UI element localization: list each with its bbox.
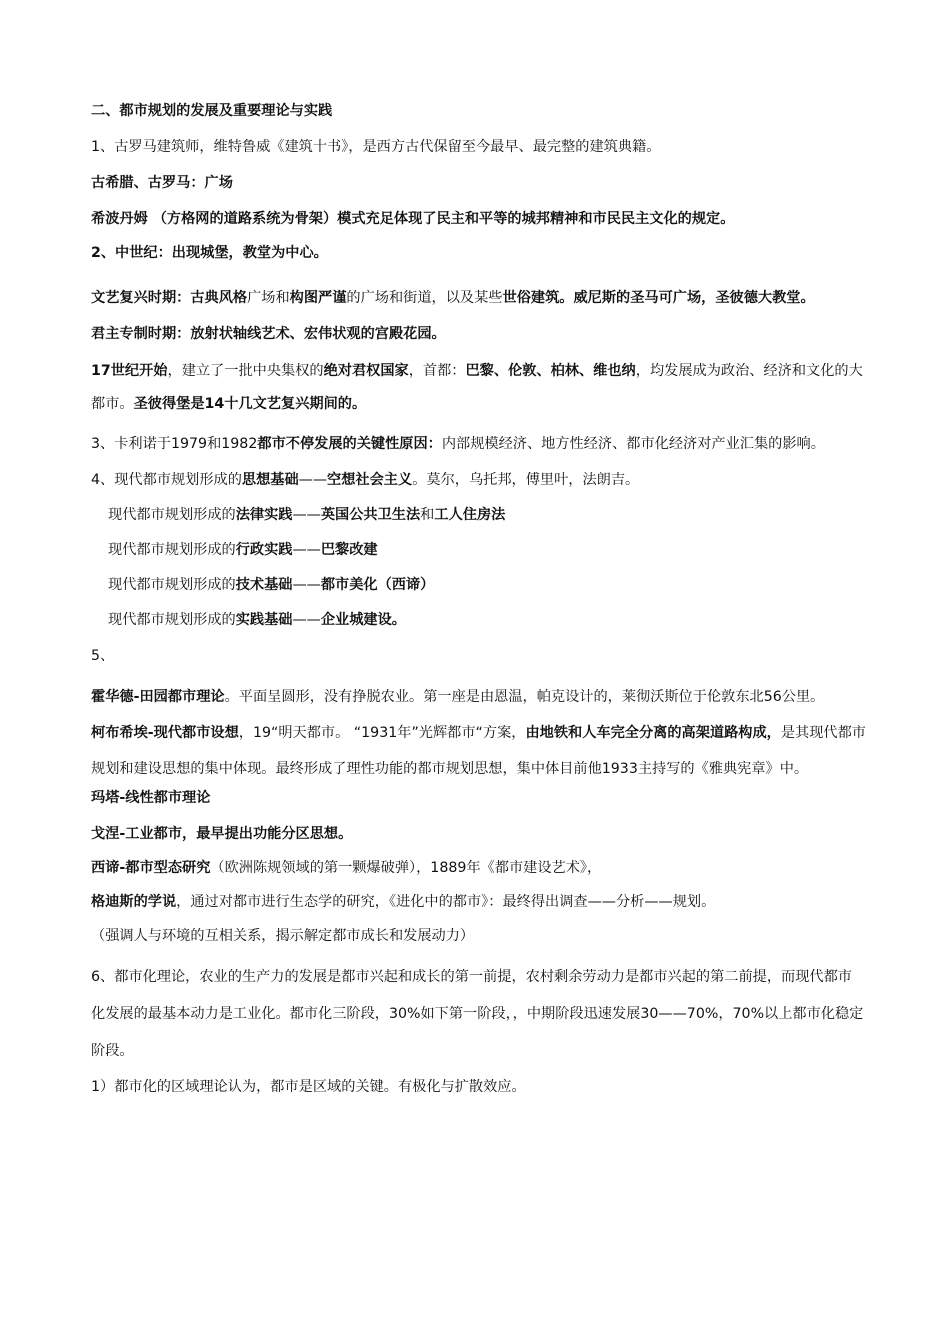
text-run: 广场和 (247, 290, 290, 306)
paragraph-14: 5、 (91, 648, 115, 664)
paragraph-4: 2、中世纪：出现城堡，教堂为中心。 (91, 245, 328, 261)
text-run: ，19“明天都市。 “1931年”光辉都市“方案， (238, 725, 526, 741)
text-run: 文艺复兴时期：古典风格 (91, 290, 248, 306)
text-run: 和 (420, 507, 435, 523)
paragraph-15 (91, 679, 866, 715)
paragraph-5 (91, 280, 866, 317)
text-run: 现代都市规划形成的 (108, 542, 236, 558)
text-run: —— (292, 612, 321, 628)
paragraph-12 (91, 574, 866, 596)
text-run: —— (292, 542, 321, 558)
text-run: 。平面呈圆形，没有挣脱农业。第一座是由恩温，帕克设计的，莱彻沃斯位于伦敦东北56公里。 (224, 689, 825, 705)
text-run: 17世纪开始 (91, 363, 168, 379)
paragraph-7 (91, 355, 866, 421)
text-run: 柯布希埃-现代都市设想 (91, 725, 239, 741)
paragraph-23: 1）都市化的区域理论认为，都市是区域的关键。有极化与扩散效应。 (91, 1079, 526, 1095)
text-run: 绝对君权国家 (323, 363, 409, 379)
text-run: 英国公共卫生法 (320, 507, 421, 523)
text-run: —— (292, 507, 321, 523)
text-run: —— (298, 472, 328, 488)
document-page (91, 100, 866, 1098)
text-run: 法律实践 (235, 507, 293, 523)
paragraph-9 (91, 469, 866, 491)
text-run: 由地铁和人车完全分离的高架道路构成， (525, 725, 781, 741)
text-run: 空想社会主义 (327, 472, 413, 488)
paragraph-13 (91, 609, 866, 631)
text-run: ，首都： (408, 363, 466, 379)
text-run: 的广场和街道，以及某些 (346, 290, 503, 306)
paragraph-6: 君主专制时期：放射状轴线艺术、宏伟状观的宫殿花园。 (91, 326, 446, 342)
paragraph-8 (91, 426, 866, 463)
text-run: 。莫尔，乌托邦，傅里叶，法朗吉。 (412, 472, 640, 488)
paragraph-20 (91, 891, 866, 913)
text-run: 内部规模经济、地方性经济、都市化经济对产业汇集的影响。 (441, 436, 825, 452)
paragraph-10 (91, 504, 866, 526)
paragraph-22: 6、都市化理论，农业的生产力的发展是都市兴起和成长的第一前提，农村剩余劳动力是都市兴起的第二前提，而现代都市化发展的最基本动力是工业化。都市化三阶段，30%如下第一阶段，，中期阶段迅速发展30——70%，70%以上都市化稳定阶段。 (91, 969, 864, 1059)
text-run: 西谛-都市型态研究 (91, 860, 211, 876)
text-run: 世俗建筑。威尼斯的圣马可广场，圣彼德大教堂。 (502, 290, 815, 306)
text-run: （欧洲陈规领域的第一颗爆破弹），1889年《都市建设艺术》， (210, 860, 602, 876)
section-heading: 二、都市规划的发展及重要理论与实践 (91, 103, 333, 119)
text-run: 都市美化（西谛） (320, 577, 435, 593)
text-run: 工人住房法 (434, 507, 506, 523)
text-run: 圣彼得堡是14十几文艺复兴期间的。 (133, 396, 367, 412)
paragraph-17: 玛塔-线性都市理论 (91, 790, 211, 806)
paragraph-11 (91, 539, 866, 561)
paragraph-16 (91, 715, 866, 787)
paragraph-19 (91, 857, 866, 879)
text-run: 行政实践 (235, 542, 293, 558)
text-run: 霍华德-田园都市理论 (91, 689, 225, 705)
paragraph-18: 戈涅-工业都市，最早提出功能分区思想。 (91, 826, 353, 842)
text-run: 都市不停发展的关键性原因： (257, 436, 442, 452)
paragraph-21: （强调人与环境的互相关系，揭示解定都市成长和发展动力） (91, 928, 475, 944)
text-run: ，建立了一批中央集权的 (167, 363, 324, 379)
text-run: 巴黎、伦敦、柏林、维也纳 (465, 363, 636, 379)
text-run: —— (292, 577, 321, 593)
text-run: 格迪斯的学说 (91, 894, 177, 910)
text-run: 现代都市规划形成的 (108, 507, 236, 523)
text-run: ，均发展成为政治、经济和文化的大都市。 (91, 363, 863, 412)
text-run: 思想基础 (241, 472, 299, 488)
text-run: 现代都市规划形成的 (108, 612, 236, 628)
paragraph-2: 古希腊、古罗马：广场 (91, 175, 233, 191)
text-run: ，通过对都市进行生态学的研究，《进化中的都市》：最终得出调查——分析——规划。 (176, 894, 716, 910)
text-run: 巴黎改建 (320, 542, 378, 558)
text-run: 构图严谨 (289, 290, 347, 306)
text-run: 技术基础 (235, 577, 293, 593)
text-run: 企业城建设。 (320, 612, 406, 628)
paragraph-3: 希波丹姆 （方格网的道路系统为骨架）模式充足体现了民主和平等的城邦精神和市民民主文化的规定。 (91, 211, 735, 227)
text-run: 4、现代都市规划形成的 (91, 472, 242, 488)
text-run: 是其现代都市规划和建设思想的集中体现。最终形成了理性功能的都市规划思想，集中体目前他1933主持写的《雅典宪章》中。 (91, 725, 866, 777)
text-run: 现代都市规划形成的 (108, 577, 236, 593)
paragraph-1: 1、古罗马建筑师，维特鲁威《建筑十书》，是西方古代保留至今最早、最完整的建筑典籍。 (91, 139, 661, 155)
text-run: 实践基础 (235, 612, 293, 628)
text-run: 3、卡利诺于1979和1982 (91, 436, 258, 452)
